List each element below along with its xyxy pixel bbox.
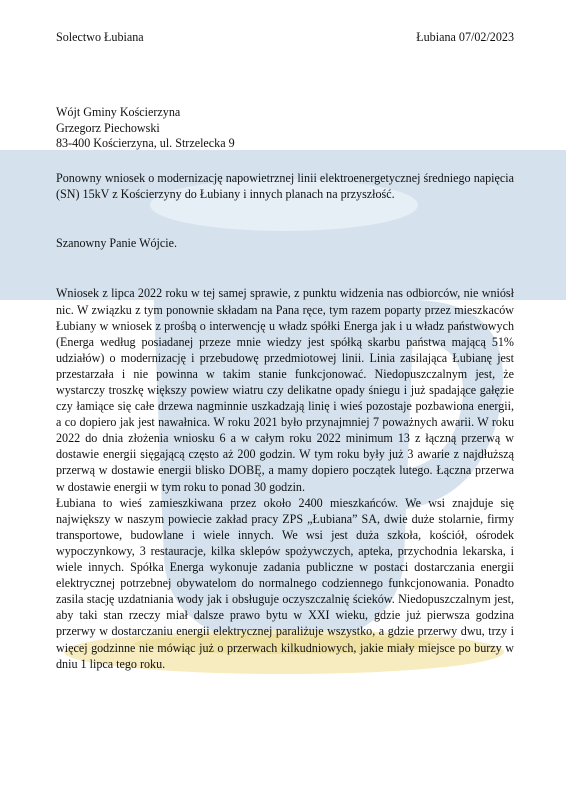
letter-header: [56, 30, 514, 45]
letter-greeting: Szanowny Panie Wójcie.: [56, 236, 178, 251]
letter-content: [56, 30, 514, 672]
recipient-line: 83-400 Kościerzyna, ul. Strzelecka 9: [56, 136, 235, 151]
body-paragraph: Wniosek z lipca 2022 roku w tej samej sprawie, z punktu widzenia nas odbiorców, nie wniósł nic. W związku z tym ponownie składam na Pana ręce, tym razem poparty przez mieszkaców Łubiany w wniosek z prośbą o interwencję u władz spółki Energa jak i u władz państwowych (Energa według posiadanej przeze mnie wiedzy jest spółką skarbu państwa mającą 51% udziałów) o modernizację i przebudowę przedmiotowej linii. Linia zasilająca Łubianę jest przestarzała i nie powinna w takim stanie funkcjonować. Niedopuszczalnym jest, że wystarczy troszkę większy powiew wiatru czy delikatne opady śniegu i już spadające gałęzie czy łamiące się całe drzewa nagminnie uszkadzają linię i wieś pozostaje pozbawiona energii, a co dopiero jak jest nawałnica. W roku 2021 było przynajmniej 7 poważnych awarii. W roku 2022 do dnia złożenia wniosku 6 a w całym roku 2022 minimum 13 z łączną przerwą w dostawie energii sięgającą często aż 200 godzin. W tym roku były już 3 awarie z najdłuższą przerwą w dostawie energii blisko DOBĘ, a mamy dopiero początek lutego. Łączna przerwa w dostawie energii w tym roku to ponad 30 godzin.: [56, 286, 514, 494]
sender-name: Solectwo Łubiana: [56, 30, 144, 44]
place-date: Łubiana 07/02/2023: [416, 30, 514, 44]
letter-body: [56, 285, 514, 671]
letter-subject: Ponowny wniosek o modernizację napowietrznej linii elektroenergetycznej średniego napięcia (SN) 15kV z Kościerzyny do Łubiany i innych planach na przyszłość.: [56, 170, 514, 201]
body-paragraph: Łubiana to wieś zamieszkiwana przez około 2400 mieszkańców. We wsi znajduje się największy w naszym powiecie zakład pracy ZPS „Łubiana” SA, dwie duże stolarnie, firmy transportowe, budowlane i wiele innych. We wsi jest duża szkoła, kościół, ośrodek wypoczynkowy, 3 restauracje, kilka sklepów spożywczych, apteka, przychodnia lekarska, i wiele innych. Spółka Energa wykonuje zadania publiczne w postaci dostarczania energii elektrycznej potrzebnej obywatelom do normalnego codziennego funkcjonowania. Ponadto zasila stację uzdatniania wody jak i obsługuje oczyszczalnię ścieków. Niedopuszczalnym jest, aby taki stan rzeczy miał dalsze prawo bytu w XXI wieku, gdzie już pierwsza godzina przerwy w dostarczaniu energii elektrycznej paraliżuje wszystko, a gdzie przerwy dwu, trzy i więcej godzinne nie mówiąc już o przerwach kilkudniowych, jakie miały miejsce po burzy w dniu 1 lipca tego roku.: [56, 495, 514, 671]
recipient-line: Wójt Gminy Kościerzyna: [56, 105, 181, 120]
recipient-line: Grzegorz Piechowski: [56, 120, 160, 135]
recipient-address: [56, 105, 514, 151]
